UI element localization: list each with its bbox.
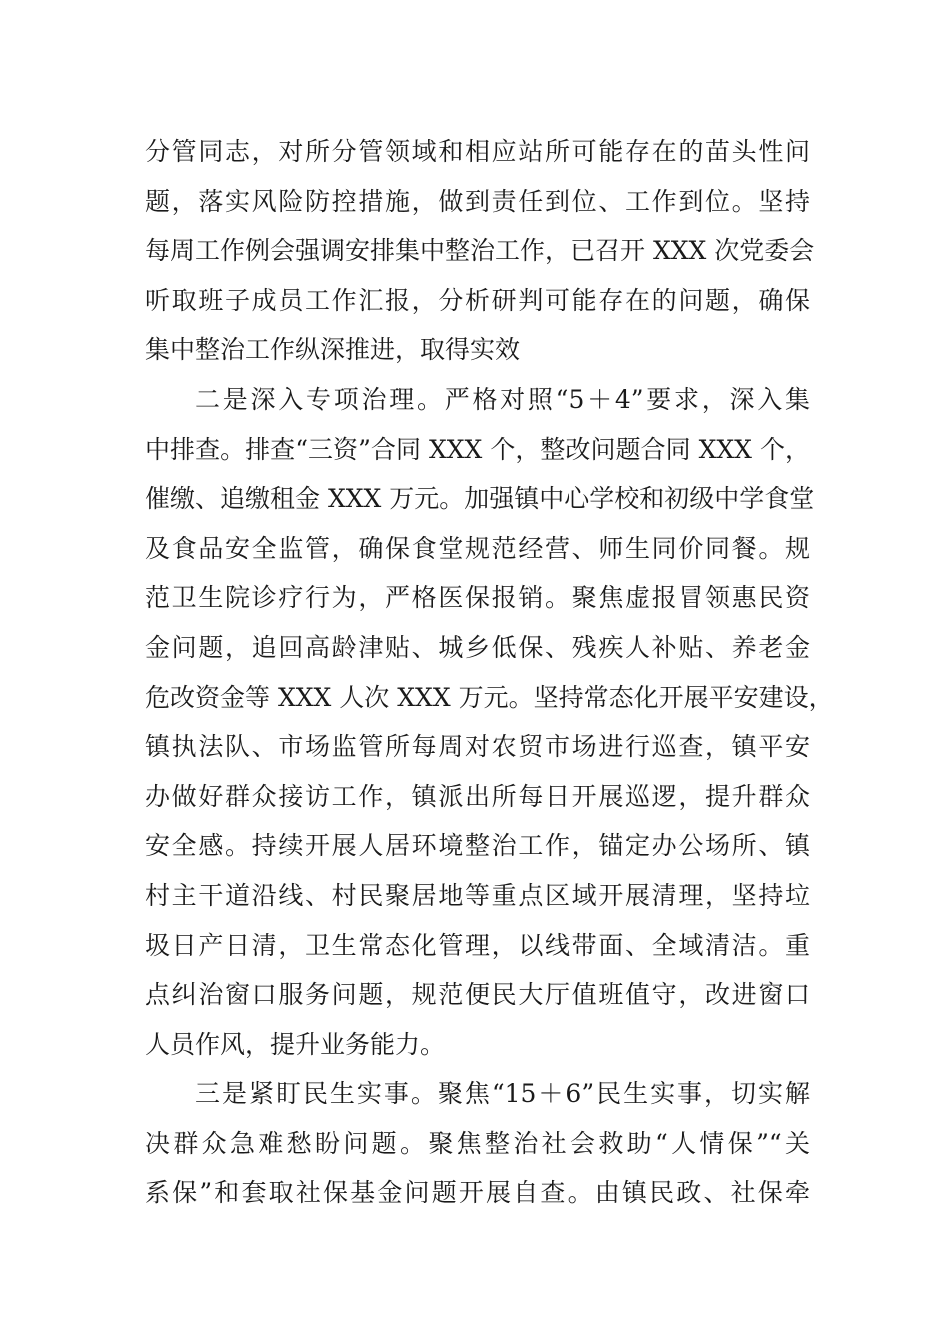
text-line: 人员作风，提升业务能力。	[145, 1029, 446, 1059]
text-line: 安全感。持续开展人居环境整治工作，锚定办公场所、镇	[145, 831, 810, 861]
text-line: 金问题，追回高龄津贴、城乡低保、残疾人补贴、养老金	[145, 632, 810, 662]
text-line: 中排查。排查“三资”合同 XXX 个，整改问题合同 XXX 个，	[145, 434, 810, 464]
text-line: 村主干道沿线、村民聚居地等重点区域开展清理，坚持垃	[145, 880, 810, 910]
text-line: 系保”和套取社保基金问题开展自查。由镇民政、社保牵	[145, 1178, 810, 1208]
text-line: 题，落实风险防控措施，做到责任到位、工作到位。坚持	[145, 186, 810, 216]
text-line: 及食品安全监管，确保食堂规范经营、师生同价同餐。规	[145, 533, 810, 563]
paragraph-start-line: 二是深入专项治理。严格对照“5＋4”要求，深入集	[195, 384, 810, 414]
text-line: 分管同志，对所分管领域和相应站所可能存在的苗头性问	[145, 137, 810, 166]
text-line: 危改资金等 XXX 人次 XXX 万元。坚持常态化开展平安建设，	[145, 682, 834, 712]
text-line: 听取班子成员工作汇报，分析研判可能存在的问题，确保	[145, 285, 810, 315]
text-line: 点纠治窗口服务问题，规范便民大厅值班值守，改进窗口	[145, 980, 810, 1010]
text-line: 办做好群众接访工作，镇派出所每日开展巡逻，提升群众	[145, 781, 810, 811]
text-line: 集中整治工作纵深推进，取得实效	[145, 335, 521, 365]
text-line: 镇执法队、市场监管所每周对农贸市场进行巡查，镇平安	[145, 732, 810, 762]
paragraph-start-line: 三是紧盯民生实事。聚焦“15＋6”民生实事，切实解	[195, 1079, 810, 1109]
text-line: 范卫生院诊疗行为，严格医保报销。聚焦虚报冒领惠民资	[145, 583, 810, 613]
text-line: 每周工作例会强调安排集中整治工作，已召开 XXX 次党委会	[145, 236, 815, 266]
text-line: 催缴、追缴租金 XXX 万元。加强镇中心学校和初级中学食堂	[145, 484, 815, 514]
body-text	[145, 127, 834, 1218]
text-line: 圾日产日清，卫生常态化管理，以线带面、全域清洁。重	[145, 930, 810, 960]
text-line: 决群众急难愁盼问题。聚焦整治社会救助“人情保”“关	[145, 1128, 810, 1158]
